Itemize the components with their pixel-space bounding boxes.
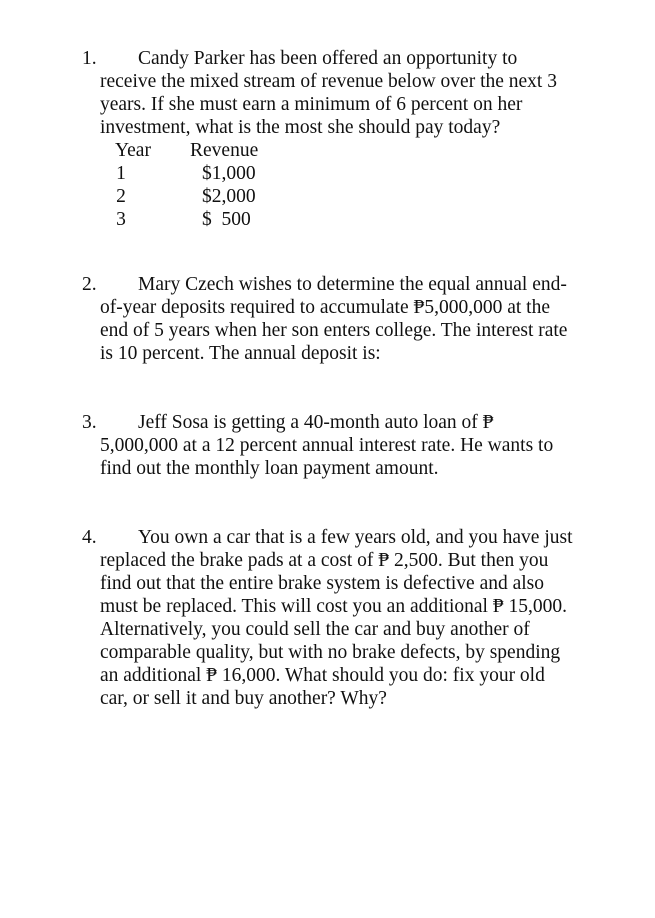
problem-text-line: an additional ₱ 16,000. What should you do: fix your old — [100, 665, 545, 686]
problem-text-line: must be replaced. This will cost you an additional ₱ 15,000. — [100, 596, 568, 617]
problem-number: 2. — [82, 274, 97, 295]
problem-text-line: is 10 percent. The annual deposit is: — [100, 343, 381, 364]
problem-text-line: 5,000,000 at a 12 percent annual interest rate. He wants to — [100, 435, 554, 456]
problem-text-line: years. If she must earn a minimum of 6 percent on her — [100, 94, 523, 115]
problem-text-line: car, or sell it and buy another? Why? — [100, 688, 387, 709]
table-header-year: Year — [115, 140, 151, 161]
problem-text-line: investment, what is the most she should pay today? — [100, 117, 501, 138]
table-cell-revenue: $1,000 — [202, 163, 256, 184]
problem-text-line: replaced the brake pads at a cost of ₱ 2,500. But then you — [100, 550, 549, 571]
problem-text-line: comparable quality, but with no brake defects, by spending — [100, 642, 561, 663]
table-cell-revenue: $ 500 — [202, 209, 251, 230]
table-header-revenue: Revenue — [190, 140, 259, 161]
problem-number: 4. — [82, 527, 97, 548]
table-cell-year: 3 — [116, 209, 126, 230]
problem-text-line: find out that the entire brake system is defective and also — [100, 573, 545, 594]
problem-text-line: Alternatively, you could sell the car and buy another of — [100, 619, 530, 640]
problem-text-line: receive the mixed stream of revenue below over the next 3 — [100, 71, 557, 92]
problem-text-line: Mary Czech wishes to determine the equal annual end- — [138, 274, 567, 295]
table-cell-revenue: $2,000 — [202, 186, 256, 207]
table-cell-year: 1 — [116, 163, 126, 184]
problem-text-line: end of 5 years when her son enters college. The interest rate — [100, 320, 568, 341]
problem-text-line: of-year deposits required to accumulate ₱5,000,000 at the — [100, 297, 550, 318]
problem-text-line: Jeff Sosa is getting a 40-month auto loan of ₱ — [138, 412, 494, 433]
problem-text-line: You own a car that is a few years old, and you have just — [138, 527, 573, 548]
problem-text-line: find out the monthly loan payment amount. — [100, 458, 439, 479]
table-cell-year: 2 — [116, 186, 126, 207]
problem-text-line: Candy Parker has been offered an opportunity to — [138, 48, 518, 69]
problem-number: 3. — [82, 412, 97, 433]
problem-number: 1. — [82, 48, 97, 69]
